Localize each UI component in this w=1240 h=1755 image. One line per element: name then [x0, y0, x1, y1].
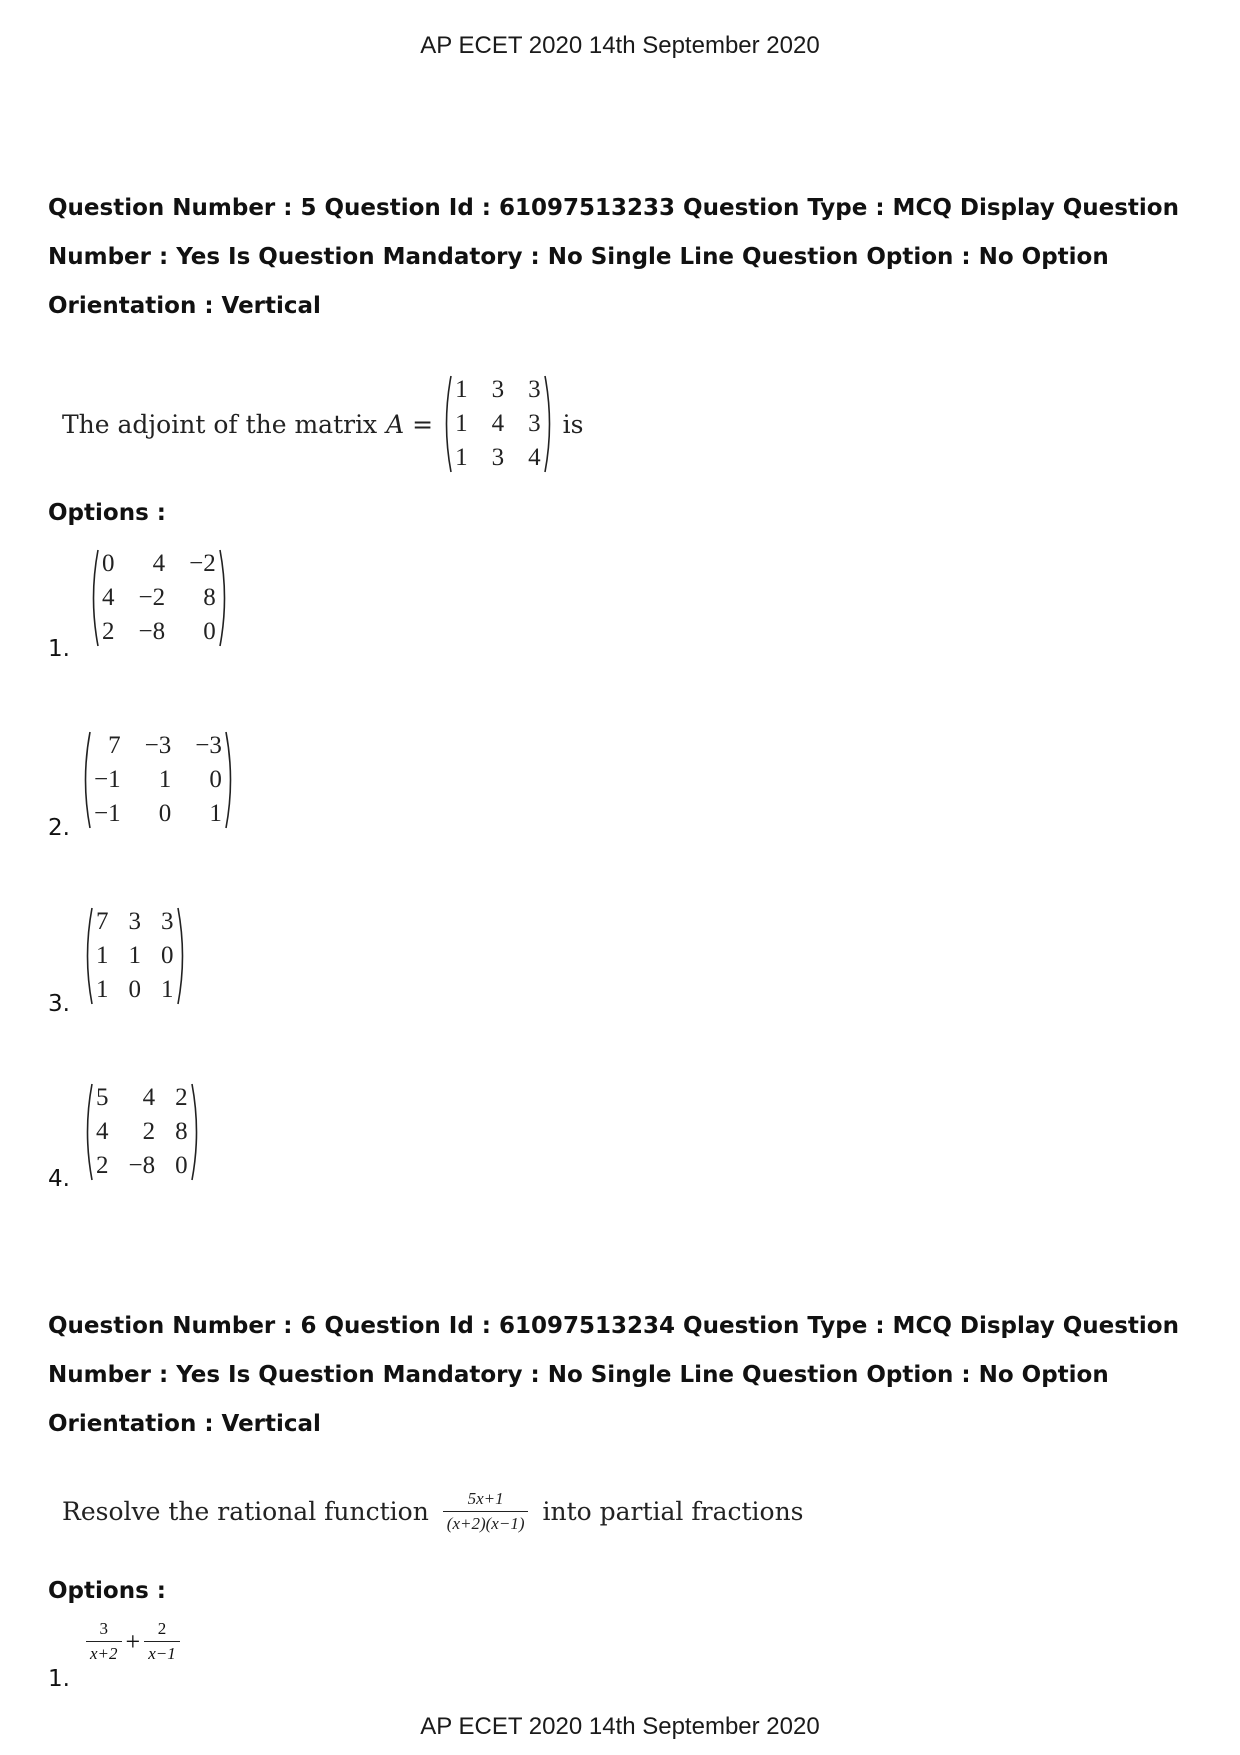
right-paren	[224, 730, 236, 830]
matrix-cell: 1	[455, 444, 468, 471]
matrix-cell: −1	[94, 800, 121, 827]
question-5-text	[62, 374, 583, 474]
matrix-cell: −1	[94, 766, 121, 793]
fraction-bar	[144, 1641, 180, 1642]
fraction-numerator: 5x+1	[467, 1489, 504, 1508]
matrix-cell: 2	[175, 1084, 188, 1111]
right-paren	[176, 906, 188, 1006]
matrix-cell: 1	[455, 376, 468, 403]
matrix-cell: 4	[528, 444, 541, 471]
question-6-fraction	[443, 1488, 529, 1535]
fraction-bar	[443, 1511, 529, 1512]
plus-sign: +	[125, 1626, 141, 1656]
matrix-cell: 4	[491, 410, 505, 437]
page-header: AP ECET 2020 14th September 2020	[420, 32, 820, 59]
right-paren	[543, 374, 555, 474]
matrix-cell: 4	[152, 550, 166, 577]
matrix-cell: 0	[158, 800, 172, 827]
matrix-cell: 3	[528, 376, 541, 403]
question-5-suffix: is	[562, 409, 584, 439]
matrix-cell: 2	[96, 1152, 109, 1179]
left-paren	[82, 1082, 94, 1182]
question-5-matrix	[441, 374, 555, 474]
matrix-cell: 8	[203, 584, 216, 611]
question-6-meta: Question Number : 6 Question Id : 61097513234 Question Type : MCQ Display Question Number : Yes Is Question Mandatory : No Single Line Question Option : No Option Orientation : Vertical	[48, 1313, 1179, 1437]
matrix-cell: 2	[102, 618, 115, 645]
matrix-cell: 1	[158, 766, 172, 793]
matrix-cell: 1	[96, 942, 109, 969]
question-5-options-label: Options :	[48, 500, 166, 526]
matrix-cell: 4	[96, 1118, 109, 1145]
question-5-meta: Question Number : 5 Question Id : 61097513233 Question Type : MCQ Display Question Number : Yes Is Question Mandatory : No Single Line Question Option : No Option Orientation : Vertical	[48, 195, 1179, 319]
matrix-cell: −8	[138, 618, 166, 645]
matrix-cell: 1	[455, 410, 468, 437]
matrix-cell: 0	[209, 766, 222, 793]
matrix-cell: 3	[491, 444, 505, 471]
fraction-numerator: 3	[99, 1619, 109, 1638]
right-paren	[190, 1082, 202, 1182]
term-1-fraction	[86, 1618, 122, 1665]
question-5-option-1-number: 1.	[48, 636, 70, 662]
question-6-suffix: into partial fractions	[542, 1497, 804, 1526]
matrix-cell: 0	[128, 976, 141, 1003]
question-5-option-4-number: 4.	[48, 1166, 70, 1192]
matrix-cell: 0	[175, 1152, 188, 1179]
fraction-denominator: x−1	[148, 1644, 176, 1663]
matrix-cell: 3	[161, 908, 174, 935]
matrix-cell: 3	[491, 376, 505, 403]
matrix-cell: 7	[108, 732, 121, 759]
matrix-cell: 0	[102, 550, 115, 577]
matrix-cell: −2	[138, 584, 166, 611]
matrix-cell: −2	[189, 550, 216, 577]
question-5-prefix: The adjoint of the matrix	[62, 409, 378, 439]
page-footer: AP ECET 2020 14th September 2020	[420, 1713, 820, 1740]
question-6-text	[62, 1488, 804, 1535]
matrix-cell: 1	[161, 976, 174, 1003]
fraction-bar	[86, 1641, 122, 1642]
matrix-cell: 0	[161, 942, 174, 969]
question-5-option-3-number: 3.	[48, 991, 70, 1017]
question-6-options-label: Options :	[48, 1578, 166, 1604]
fraction-denominator: x+2	[90, 1644, 118, 1663]
fraction-numerator: 2	[157, 1619, 167, 1638]
matrix-cell: 4	[102, 584, 115, 611]
question-5-option-2-number: 2.	[48, 815, 70, 841]
question-5-option-1-matrix	[88, 548, 230, 652]
matrix-cell: 7	[96, 908, 109, 935]
question-5-option-2-matrix	[80, 730, 236, 834]
matrix-cell: 2	[142, 1118, 156, 1145]
question-5-option-4-matrix	[82, 1082, 202, 1186]
question-6-option-1-expression	[84, 1618, 182, 1665]
matrix-cell: 3	[128, 908, 141, 935]
fraction-denominator: (x+2)(x−1)	[446, 1514, 525, 1533]
matrix-cell: 4	[142, 1084, 156, 1111]
question-6-prefix: Resolve the rational function	[62, 1497, 429, 1526]
matrix-cell: 3	[528, 410, 541, 437]
right-paren	[218, 548, 230, 648]
left-paren	[441, 374, 453, 474]
left-paren	[80, 730, 92, 830]
matrix-cell: −8	[128, 1152, 156, 1179]
matrix-cell: 1	[209, 800, 222, 827]
question-5-matrix-grid	[453, 374, 543, 474]
left-paren	[88, 548, 100, 648]
matrix-cell: 0	[203, 618, 216, 645]
matrix-cell: 1	[128, 942, 141, 969]
matrix-cell: 1	[96, 976, 109, 1003]
question-6-option-1-number: 1.	[48, 1666, 70, 1692]
matrix-cell: 5	[96, 1084, 109, 1111]
term-2-fraction	[144, 1618, 180, 1665]
question-5-variable: A =	[386, 409, 434, 439]
question-5-option-3-matrix	[82, 906, 188, 1010]
matrix-cell: −3	[195, 732, 222, 759]
left-paren	[82, 906, 94, 1006]
matrix-cell: −3	[144, 732, 172, 759]
matrix-cell: 8	[175, 1118, 188, 1145]
